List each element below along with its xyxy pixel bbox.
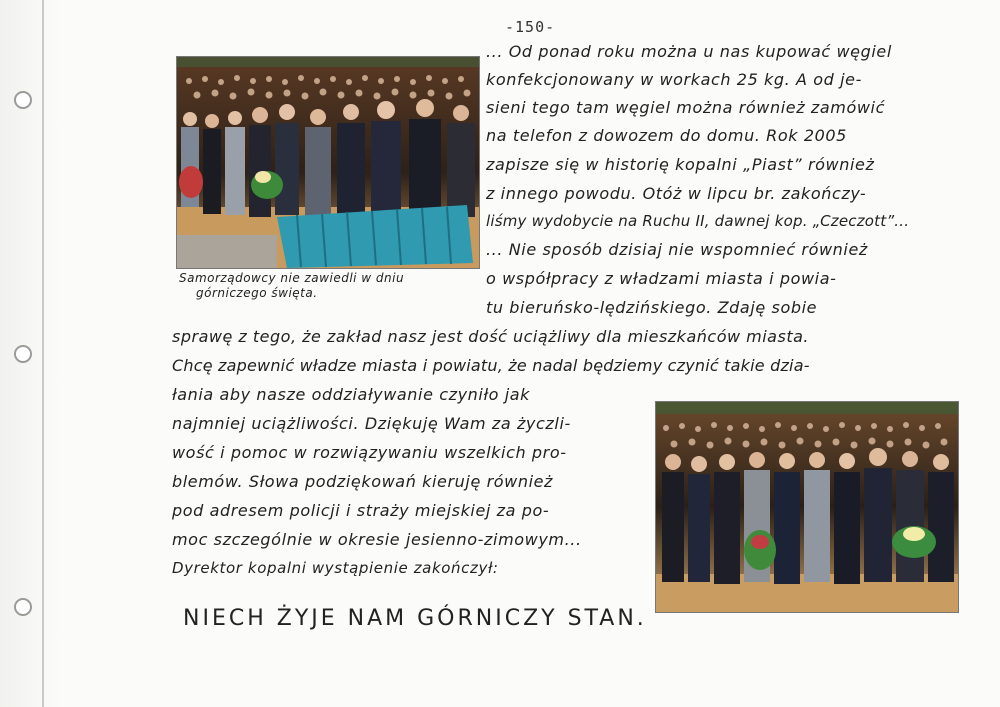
text-line: z innego powodu. Otóż w lipcu br. zakończy- (486, 184, 867, 203)
photo-officials-officers (655, 401, 959, 613)
text-line: moc szczególnie w okresie jesienno-zimowym... (172, 530, 582, 549)
text-line: na telefon z dowozem do domu. Rok 2005 (486, 126, 847, 145)
text-line: najmniej uciążliwości. Dziękuję Wam za życzli- (172, 414, 571, 433)
text-line: tu bieruńsko-lędzińskiego. Zdaję sobie (486, 298, 818, 317)
text-line: łania aby nasze oddziaływanie czyniło jak (172, 385, 531, 404)
text-line: blemów. Słowa podziękowań kieruję również (172, 472, 554, 491)
text-line: sieni tego tam węgiel można również zamówić (486, 98, 885, 117)
text-line: ... Od ponad roku można u nas kupować węgiel (486, 42, 892, 61)
punch-hole (14, 345, 32, 363)
page-number: -150- (505, 18, 556, 36)
text-line: o współpracy z władzami miasta i powia- (486, 269, 837, 288)
text-line: wość i pomoc w rozwiązywaniu wszelkich pro- (172, 443, 567, 462)
text-line: sprawę z tego, że zakład nasz jest dość uciążliwy dla mieszkańców miasta. (172, 327, 809, 346)
margin-line (42, 0, 44, 707)
photo-officials-hall (176, 56, 480, 269)
photo-1-image (177, 57, 479, 268)
text-line: pod adresem policji i straży miejskiej za po- (172, 501, 550, 520)
text-line: liśmy wydobycie na Ruchu II, dawnej kop. „Czeczott”... (486, 212, 910, 230)
punch-hole (14, 598, 32, 616)
text-line: Chcę zapewnić władze miasta i powiatu, że nadal będziemy czynić takie dzia- (172, 356, 810, 375)
punch-hole (14, 91, 32, 109)
text-line: konfekcjonowany w workach 25 kg. A od je- (486, 70, 862, 89)
text-line: zapisze się w historię kopalni „Piast” również (486, 155, 875, 174)
text-line: ... Nie sposób dzisiaj nie wspomnieć również (486, 240, 868, 259)
photo-1-caption-line: górniczego święta. (196, 286, 318, 300)
photo-2-image (656, 402, 958, 612)
closing-slogan: NIECH ŻYJE NAM GÓRNICZY STAN. (183, 606, 647, 631)
photo-1-caption-line: Samorządowcy nie zawiedli w dniu (179, 271, 405, 285)
text-line: Dyrektor kopalni wystąpienie zakończył: (172, 559, 499, 577)
